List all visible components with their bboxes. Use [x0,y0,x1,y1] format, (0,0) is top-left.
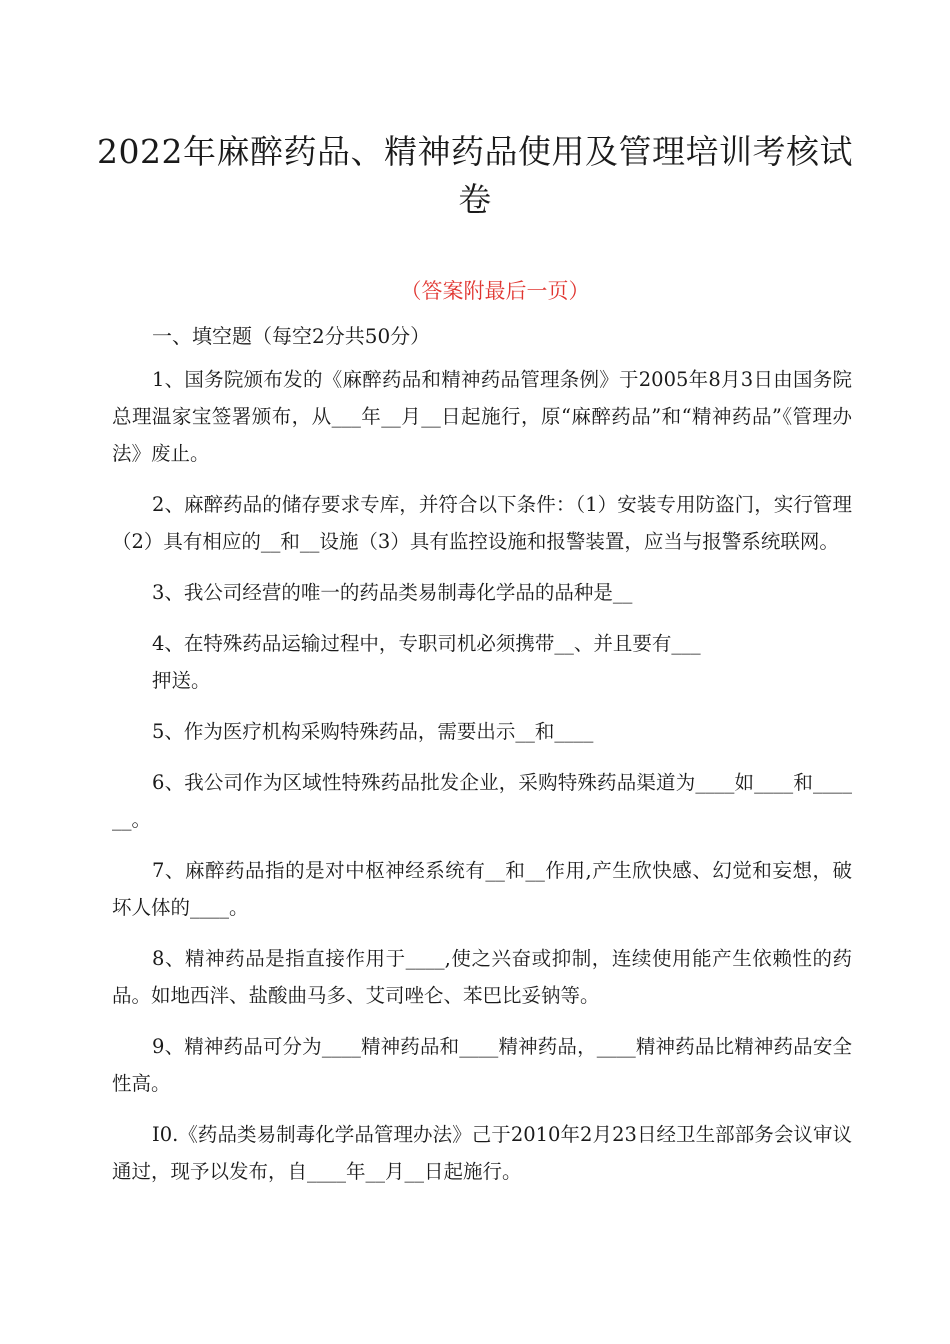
question-10: I0.《药品类易制毒化学品管理办法》己于2010年2月23日经卫生部部务会议审议通过，现予以发布，自____年__月__日起施行。 [112,1123,852,1183]
question-9: 9、精神药品可分为____精神药品和____精神药品，____精神药品比精神药品安全性高。 [112,1035,852,1095]
question-1: 1、国务院颁布发的《麻醉药品和精神药品管理条例》于2005年8月3日由国务院总理温家宝签署颁布，从___年__月__日起施行，原“麻醉药品”和“精神药品”《管理办法》废止。 [112,368,852,465]
answer-note: （答案附最后一页） [400,279,590,303]
question-5: 5、作为医疗机构采购特殊药品，需要出示__和____ [152,720,594,743]
fill-in-section [112,322,852,1204]
question-8: 8、精神药品是指直接作用于____,使之兴奋或抑制，连续使用能产生依赖性的药品。如地西泮、盐酸曲马多、艾司唑仑、苯巴比妥钠等。 [112,947,852,1007]
question-2: 2、麻醉药品的储存要求专库，并符合以下条件：（1）安装专用防盗门，实行管理（2）具有相应的__和__设施（3）具有监控设施和报警装置，应当与报警系统联网。 [112,493,852,553]
question-4: 4、在特殊药品运输过程中，专职司机必须携带__、并且要有___ [152,632,701,655]
section-heading: 一、填空题（每空2分共50分） [152,324,431,348]
question-7: 7、麻醉药品指的是对中枢神经系统有__和__作用,产生欣快感、幻觉和妄想，破坏人体的____。 [112,859,852,919]
document-title: 2022年麻醉药品、精神药品使用及管理培训考核试卷 [97,132,853,219]
question-4-continuation: 押送。 [152,669,211,692]
question-3: 3、我公司经营的唯一的药品类易制毒化学品的品种是__ [152,581,633,604]
question-6: 6、我公司作为区域性特殊药品批发企业，采购特殊药品渠道为____如____和______。 [112,771,852,831]
